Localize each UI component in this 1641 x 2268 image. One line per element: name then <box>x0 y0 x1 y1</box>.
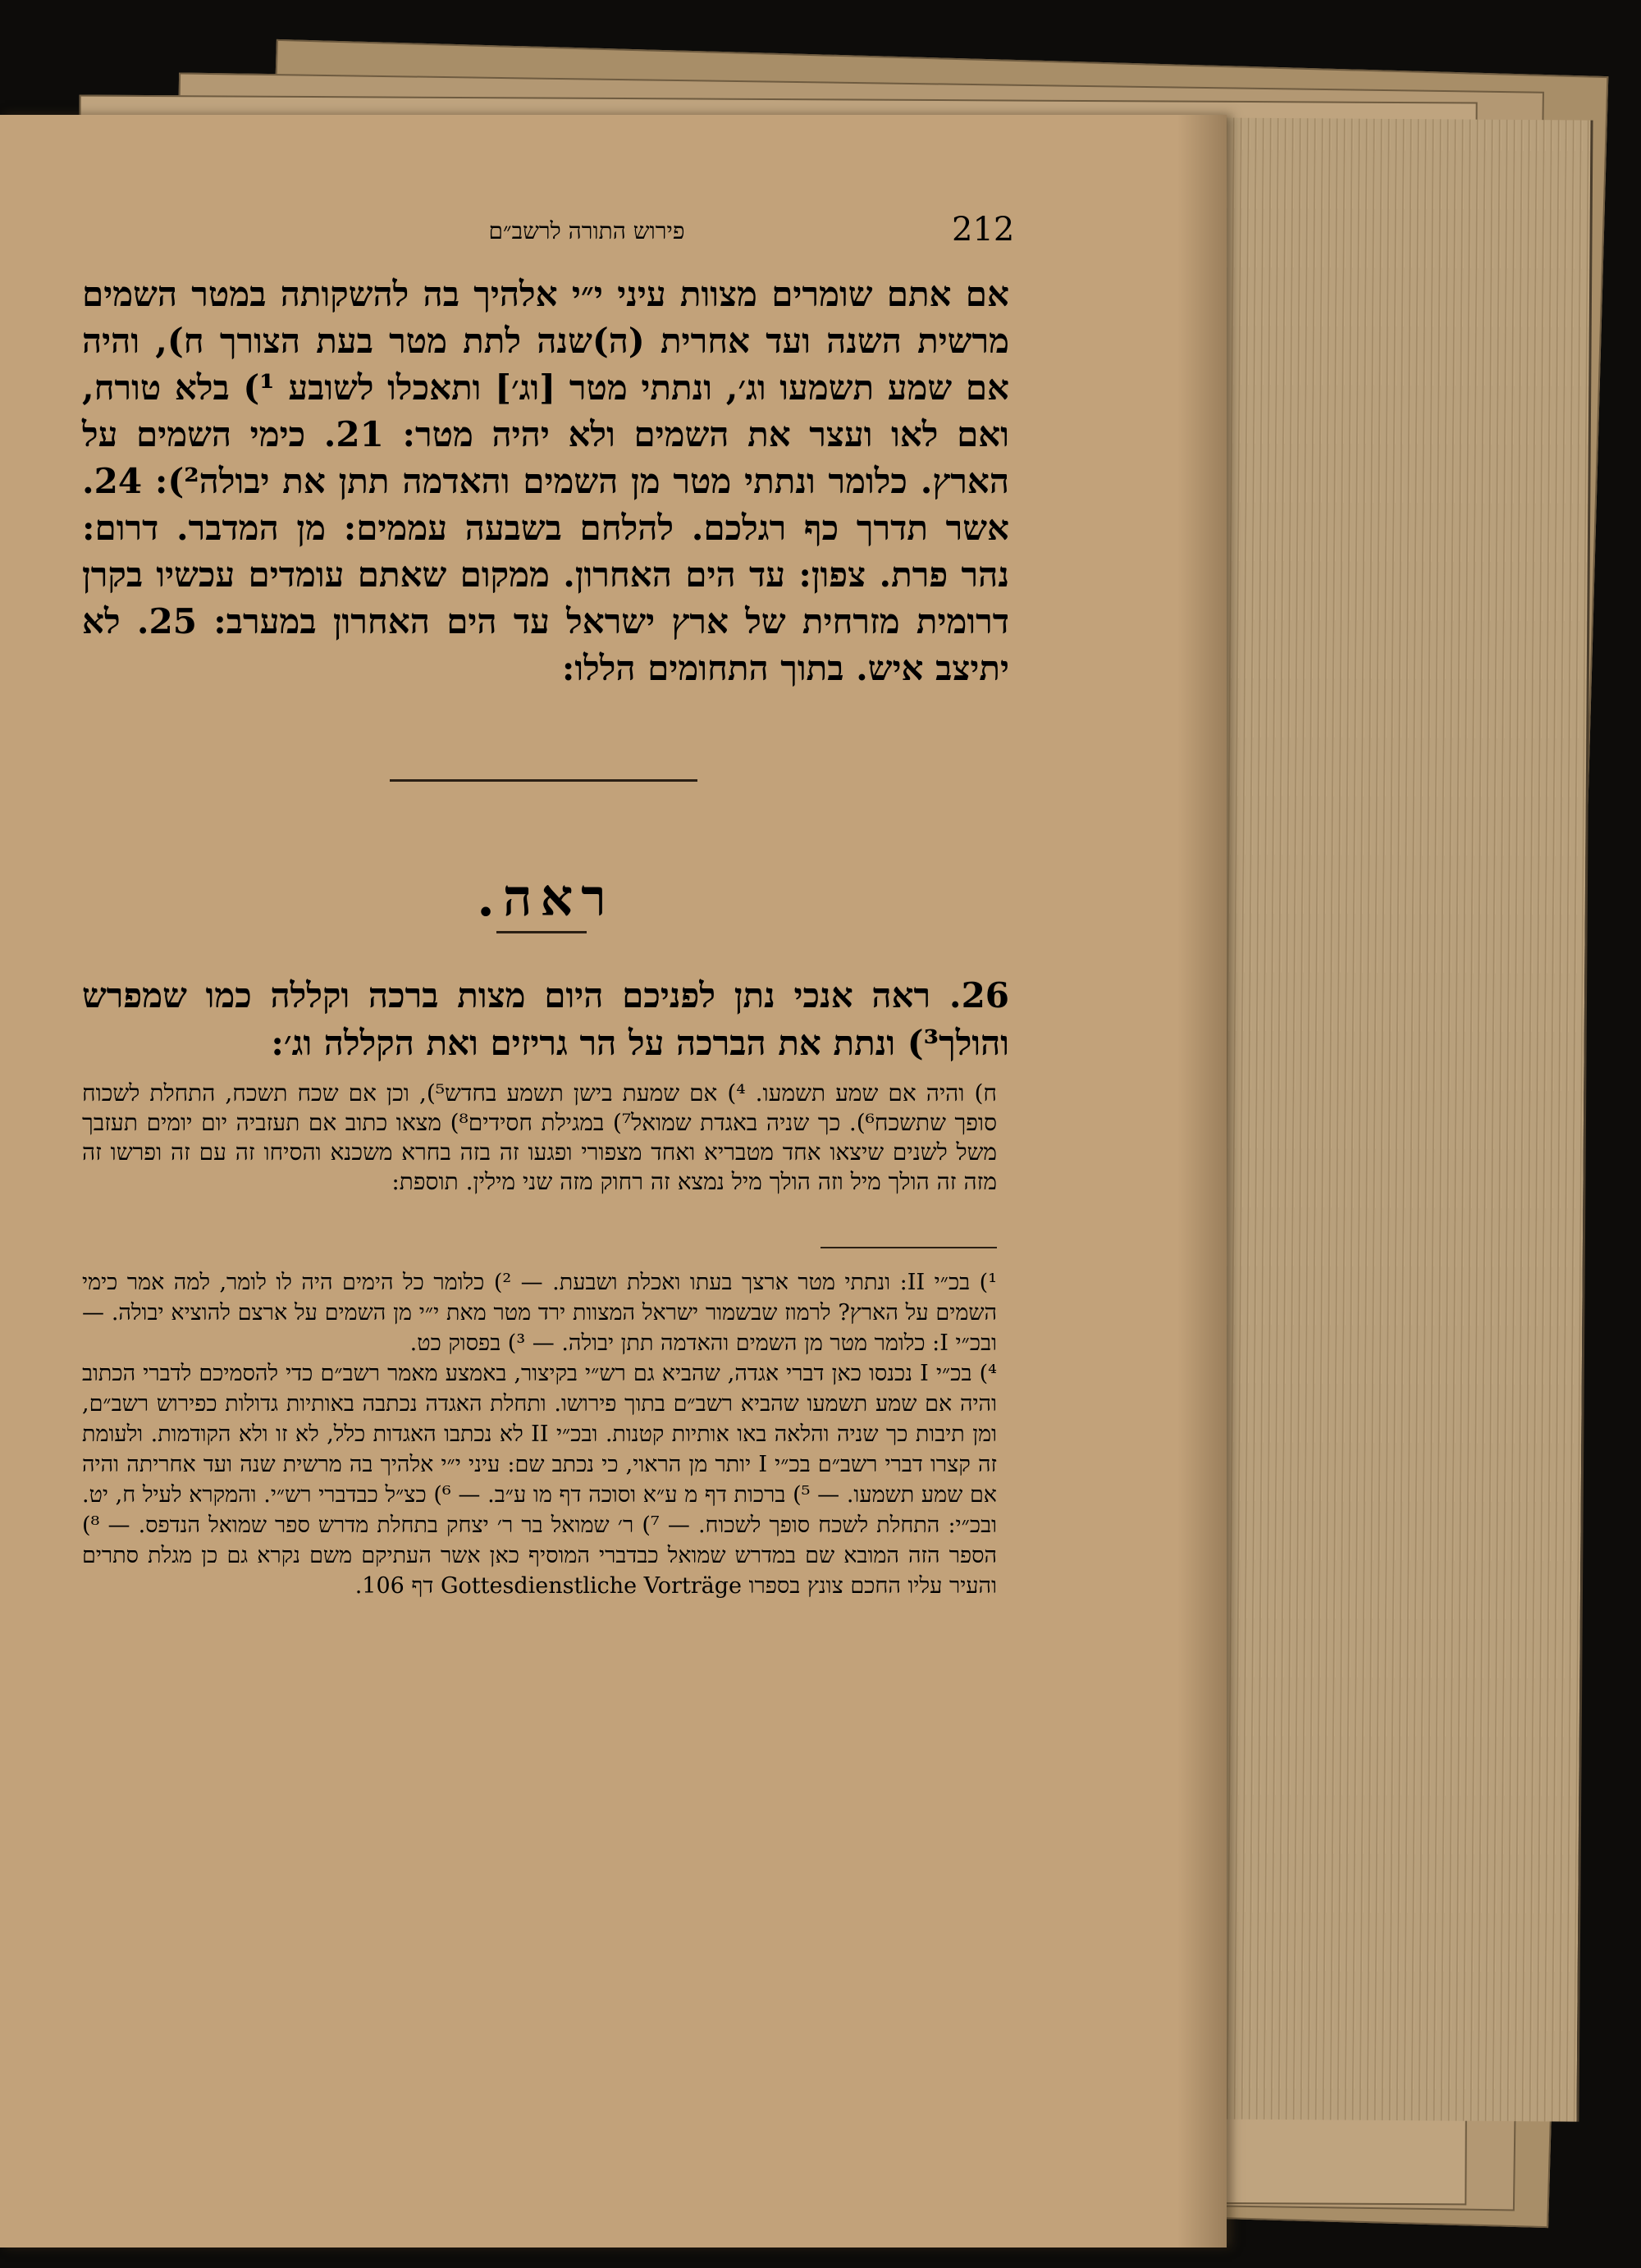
footnote-divider <box>820 1247 997 1248</box>
main-text <box>82 271 1009 691</box>
section-divider <box>390 779 697 782</box>
verse-26: 26. ראה אנכי נתן לפניכם היום מצות ברכה וקללה כמו שמפרש והולך³) ונתת את הברכה על הר גריזים ואת הקללה וג׳: <box>82 975 1010 1063</box>
page-edges <box>1199 117 1593 2121</box>
title-underline <box>496 931 587 933</box>
running-title: פירוש התורה לרשב״ם <box>488 217 685 244</box>
footnote-group: ⁴) בכ״י I נכנסו כאן דברי אגדה, שהביא גם רש״י בקיצור, באמצע מאמר רשב״ם כדי להסמיכם לדברי הכתוב והיה אם שמע תשמעו שהביא רשב״ם בתוך פירושו. ותחלת האגדה נכתבה באותיות גדולות כפירוש רשב״ם, ומן תיבות כך שניה והלאה באו אותיות קטנות. ובכ״י II לא נכתבו האגדות כלל, לא זו ולא הקודמות. ולעומת זה קצרו דברי רשב״ם בכ״י I יותר מן הראוי, כי נכתב שם: עיני י״י אלהיך בה מרשית שנה ועד אחריתה והיה אם שמע תשמעו. — ⁵) ברכות דף מ ע״א וסוכה דף מו ע״ב. — ⁶) כצ״ל כבדברי רש״י. והמקרא לעיל ח, יט. ובכ״י: התחלת לשכח סופך לשכוח. — ⁷) ר׳ שמואל בר ר׳ יצחק בתחלת מדרש ספר שמואל הנדפס. — ⁸) הספר הזה המובא שם במדרש שמואל כבדברי המוסיף כאן אשר העתיקם משם נקרא גם כן מגלת סתרים והעיר עליו החכם צונץ בספרו Gottesdienstliche Vorträge דף 106. <box>82 1361 998 1599</box>
page-number: 212 <box>952 211 1015 249</box>
section-title: ראה. <box>477 868 615 928</box>
footnote-group: ¹) בכ״י II: ונתתי מטר ארצך בעתו ואכלת ושבעת. — ²) כלומר כל הימים היה לו לומר, למה אמר כימי השמים על הארץ? לרמוז שבשמור ישראל המצוות ירד מטר מאת י״י מן השמים על ארצם להוציא יבולה. — ובכ״י I: כלומר מטר מן השמים והאדמה תתן יבולה. — ³) בפסוק כט. <box>82 1270 998 1356</box>
note-h: ח) והיה אם שמע תשמעו. ⁴) אם שמעת בישן תשמע בחדש⁵), וכן אם שכח תשכח, התחלת לשכוח סופך שתשכח⁶). כך שניה באגדת שמואל⁷) במגילת חסידים⁸) מצאו כתוב אם תעזביה יום יומים תעזבך משל לשנים שיצאו אחד מטבריא ואחד מצפורי ופגעו זה בזה בחרא משכנא והסיחו זה עם זה ופרשו זה מזה זה הולך מיל וזה הולך מיל נמצא זה רחוק מזה שני מילין. תוספת: <box>82 1079 997 1195</box>
main-paragraph: אם אתם שומרים מצוות עיני י״י אלהיך בה להשקותה במטר השמים מרשית השנה ועד אחרית (ה)שנה לתת מטר בעת הצורך ח), והיה אם שמע תשמעו וג׳, ונתתי מטר [וג׳] ותאכלו לשובע ¹) בלא טורח, ואם לאו ועצר את השמים ולא יהיה מטר: 21. כימי השמים על הארץ. כלומר ונתתי מטר מן השמים והאדמה תתן את יבולה²): 24. אשר תדרך כף רגלכם. להלחם בשבעה עממים: מן המדבר. דרום: נהר פרת. צפון: עד הים האחרון. ממקום שאתם עומדים עכשיו בקרן דרומית מזרחית של ארץ ישראל עד הים האחרון במערב: 25. לא יתיצב איש. בתוך התחומים הללו: <box>82 274 1010 688</box>
footnotes <box>82 1267 997 1601</box>
